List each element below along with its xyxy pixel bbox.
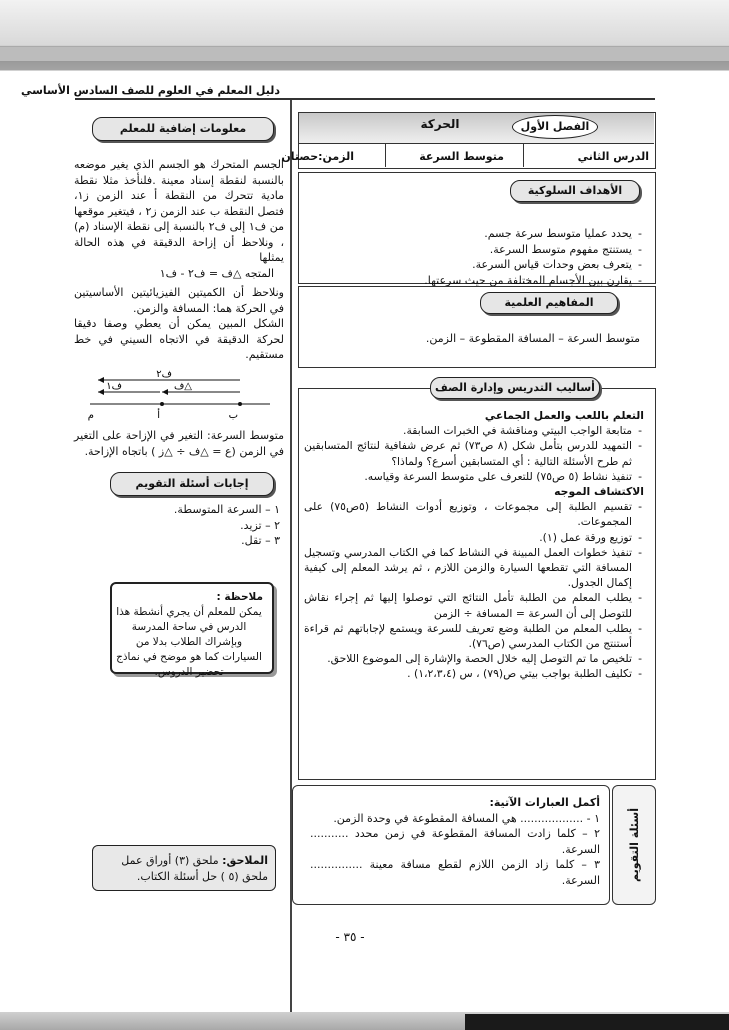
- unit-title: الحركة: [420, 117, 460, 131]
- teacher-info-body: [74, 157, 284, 363]
- teacher-info-title: [92, 117, 274, 141]
- teacher-info-paragraph: الشكل المبين يمكن أن يعطي وصفا دقيقا لحركة الدقيقة في الاتجاه السيني في خط مستقيم.: [74, 317, 284, 361]
- method-item: - تكليف الطلبة بواجب بيتي ص(٧٩) ، س (١،٢،٣،٤) .: [304, 666, 644, 681]
- point-b: [238, 402, 242, 406]
- method-item: - متابعة الواجب البيتي ومناقشة في الخبرات السابقة.: [304, 423, 644, 438]
- evaluation-side-label: أسئلة التقويم: [627, 807, 641, 883]
- label-df: △ف: [173, 381, 192, 392]
- note-text: يمكن للمعلم أن يجري أنشطة هذا الدرس في ساحة المدرسة وبإشراك الطلاب بدلا من السيارات كما هو موضح في نماذج تحضير الدروس.: [116, 606, 262, 678]
- lesson-title: متوسط السرعة: [419, 150, 504, 163]
- evaluation-content: [310, 795, 600, 888]
- objective-item: - يستنتج مفهوم متوسط السرعة.: [400, 242, 644, 258]
- note-content: [115, 590, 263, 680]
- method-item: - توزيع ورقة عمل (١).: [304, 530, 644, 545]
- evaluation-title: أكمل العبارات الآتية:: [489, 796, 600, 809]
- f2-arrowhead: [98, 377, 104, 383]
- document-header-title: دليل المعلم في العلوم للصف السادس الأساسي: [20, 84, 280, 97]
- objectives-title-text: الأهداف السلوكية: [527, 184, 623, 197]
- answers-list: [120, 502, 280, 549]
- method-item: - يطلب المعلم من الطلبة تأمل النتائج التي توصلوا إليها ثم إجراء نقاش للتوصل إلى أن السرعة = المسافة ÷ الزمن: [304, 590, 644, 620]
- header-stripe: [0, 46, 729, 62]
- teacher-info-title-text: معلومات إضافية للمعلم: [119, 122, 247, 135]
- evaluation-item: ٣ – كلما زاد الزمن اللازم لقطع مسافة معينة ............... السرعة.: [310, 858, 600, 887]
- methods-title: [430, 377, 600, 399]
- header-band: [0, 0, 729, 78]
- method-item: - يطلب المعلم من الطلبة وضع تعريف للسرعة ويستمع لإجاباتهم ثم قراءة أستنتج من الكتاب المدرسي (ص٧٦).: [304, 621, 644, 651]
- teacher-info-paragraph: الجسم المتحرك هو الجسم الذي يغير موضعه بالنسبة لنقطة إسناد معينة .فلنأخذ مثلا نقطة مادية تتحرك من النقطة أ عند الزمن ز١، فتصل النقطة ب عند الزمن ز٢ ، فيتغير موقعها من ف١ إلى ف٢ بالنسبة إلى نقطة الإسناد (م) ، ونلاحظ أن إزاحة الدقيقة في هذه الحالة يمثلها: [74, 158, 284, 264]
- point-a: [160, 402, 164, 406]
- vector-equation: المتجه △ف = ف٢ - ف١: [159, 266, 274, 280]
- methods-section-heading: التعلم باللعب والعمل الجماعي: [484, 409, 644, 422]
- header-rule: [75, 98, 655, 100]
- method-item: - التمهيد للدرس بتأمل شكل (٨ ص٧٣) ثم عرض شفافية لنتائج المتسابقين ثم طرح الأسئلة التالية : أي المتسابقين أسرع؟ ولماذا؟: [304, 438, 644, 468]
- concepts-title: [480, 292, 618, 314]
- lesson-number: الدرس الثاني: [577, 150, 649, 163]
- note-title: ملاحظة :: [216, 591, 263, 603]
- answer-item: ٢ – تزيد.: [240, 518, 280, 532]
- method-item: - تلخيص ما تم التوصل إليه خلال الحصة والإشارة إلى الموضوع اللاحق.: [304, 651, 644, 666]
- appendix-title: الملاحق:: [222, 854, 268, 867]
- appendix-item: ملحق (٥ ) حل أسئلة الكتاب.: [136, 869, 268, 883]
- label-f1: ف١: [106, 381, 122, 392]
- label-f2: ف٢: [156, 369, 172, 380]
- method-item: - تنفيذ خطوات العمل المبينة في النشاط كما في الكتاب المدرسي وتسجيل المسافة التي تقطعها السيارة والزمن اللازم ، ثم يرشد المعلم إلى كيفية إكمال الجدول.: [304, 545, 644, 591]
- objective-item: - يقارن بين الأجسام المختلفة من حيث سرعتها.: [400, 273, 644, 289]
- appendix-content: [100, 853, 268, 884]
- objective-item: - يتعرف بعض وحدات قياس السرعة.: [400, 257, 644, 273]
- lesson-cell-divider-2: [385, 143, 386, 167]
- lesson-time: الزمن:حصتان: [281, 150, 354, 163]
- method-item: - تنفيذ نشاط (٥ ص٧٥) للتعرف على متوسط السرعة وقياسه.: [304, 469, 644, 484]
- concepts-title-text: المفاهيم العلمية: [504, 296, 594, 309]
- answer-item: ٣ – تقل.: [241, 534, 280, 547]
- appendix-line: [100, 853, 268, 869]
- chapter-label: الفصل الأول: [520, 120, 590, 133]
- evaluation-side-tab: [612, 785, 656, 905]
- delta-f-arrowhead: [162, 389, 168, 395]
- footer-dark-strip: [465, 1014, 729, 1030]
- methods-title-text: أساليب التدريس وإدارة الصف: [435, 381, 595, 394]
- evaluation-item: ١ - .................. هي المسافة المقطوعة في وحدة الزمن.: [333, 811, 600, 825]
- label-m: م: [87, 410, 94, 421]
- label-a: أ: [157, 410, 160, 421]
- answer-item: ١ – السرعة المتوسطة.: [173, 503, 280, 516]
- displacement-diagram: [80, 364, 280, 424]
- objectives-list: [400, 226, 644, 288]
- lesson-cell-divider-1: [523, 143, 524, 167]
- answers-title: [110, 472, 274, 496]
- methods-content: [304, 408, 644, 682]
- chapter-badge: [512, 115, 598, 139]
- label-b: ب: [228, 410, 238, 421]
- average-speed-definition: متوسط السرعة: التغير في الإزاحة على التغير في الزمن (ع = △ف ÷ △ز ) باتجاه الإزاحة.: [74, 429, 284, 458]
- method-item: - تقسيم الطلبة إلى مجموعات ، وتوزيع أدوات النشاط (٥ص٧٥) على المجموعات.: [304, 499, 644, 529]
- objectives-title: [510, 180, 640, 202]
- answers-title-text: إجابات أسئلة التقويم: [135, 477, 249, 490]
- evaluation-item: ٢ – كلما زادت المسافة المقطوعة في زمن محدد ........... السرعة.: [310, 827, 600, 856]
- methods-section-heading: الاكتشاف الموجه: [554, 485, 644, 499]
- appendix-item: ملحق (٣) أوراق عمل: [121, 854, 219, 867]
- concepts-text: متوسط السرعة – المسافة المقطوعة – الزمن.: [425, 332, 640, 345]
- page-number: - ٣٥ -: [335, 930, 365, 944]
- f1-arrowhead: [98, 389, 104, 395]
- objective-item: - يحدد عمليا متوسط سرعة جسم.: [400, 226, 644, 242]
- teacher-info-paragraph: ونلاحظ أن الكميتين الفيزيائيتين الأساسيتين في الحركة هما: المسافة والزمن.: [74, 286, 284, 315]
